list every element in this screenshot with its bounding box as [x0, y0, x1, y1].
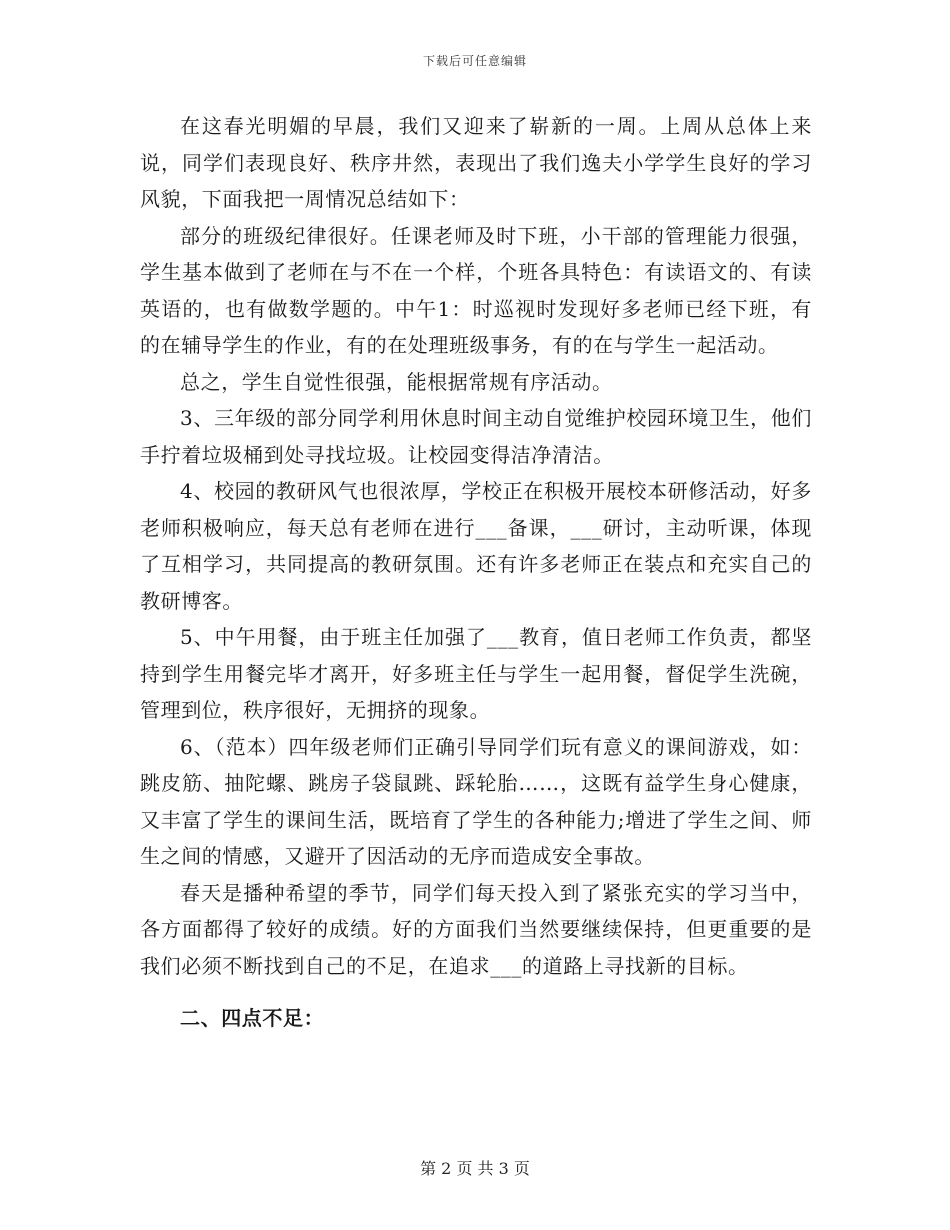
paragraph-item-3: 3、三年级的部分同学利用休息时间主动自觉维护校园环境卫生，他们手拧着垃圾桶到处寻找垃圾。让校园变得洁净清洁。: [140, 406, 812, 467]
page-header-note: 下载后可任意编辑: [422, 54, 527, 68]
paragraph-item-4: 4、校园的教研风气也很浓厚，学校正在积极开展校本研修活动，好多老师积极响应，每天总有老师在进行___备课，___研讨，主动听课，体现了互相学习，共同提高的教研氛围。还有许多老师正在装点和充实自己的教研博客。: [140, 479, 812, 613]
paragraph-intro: 在这春光明媚的早晨，我们又迎来了崭新的一周。上周从总体上来说，同学们表现良好、秩序井然，表现出了我们逸夫小学学生良好的学习风貌，下面我把一周情况总结如下：: [140, 114, 812, 211]
paragraph-summary: 总之，学生自觉性很强，能根据常规有序活动。: [180, 369, 613, 394]
paragraph-item-5: 5、中午用餐，由于班主任加强了___教育，值日老师工作负责，都坚持到学生用餐完毕才离开，好多班主任与学生一起用餐，督促学生洗碗，管理到位，秩序很好，无拥挤的现象。: [140, 625, 812, 722]
paragraph-item-6: 6、（范本）四年级老师们正确引导同学们玩有意义的课间游戏，如：跳皮筋、抽陀螺、跳房子袋鼠跳、踩轮胎……，这既有益学生身心健康，又丰富了学生的课间生活，既培育了学生的各种能力;增进了学生之间、师生之间的情感，又避开了因活动的无序而造成安全事故。: [140, 734, 812, 868]
document-body: [140, 108, 812, 1037]
page-footer-number: 第 2 页 共 3 页: [420, 1159, 530, 1178]
paragraph-class-discipline: 部分的班级纪律很好。任课老师及时下班，小干部的管理能力很强，学生基本做到了老师在与不在一个样，个班各具特色：有读语文的、有读英语的，也有做数学题的。中午1：时巡视时发现好多老师已经下班，有的在辅导学生的作业，有的在处理班级事务，有的在与学生一起活动。: [140, 223, 812, 357]
section-heading: 二、四点不足：: [180, 1006, 325, 1030]
paragraph-spring: 春天是播种希望的季节，同学们每天投入到了紧张充实的学习当中，各方面都得了较好的成绩。好的方面我们当然要继续保持，但更重要的是我们必须不断找到自己的不足，在追求___的道路上寻找新的目标。: [140, 880, 812, 978]
